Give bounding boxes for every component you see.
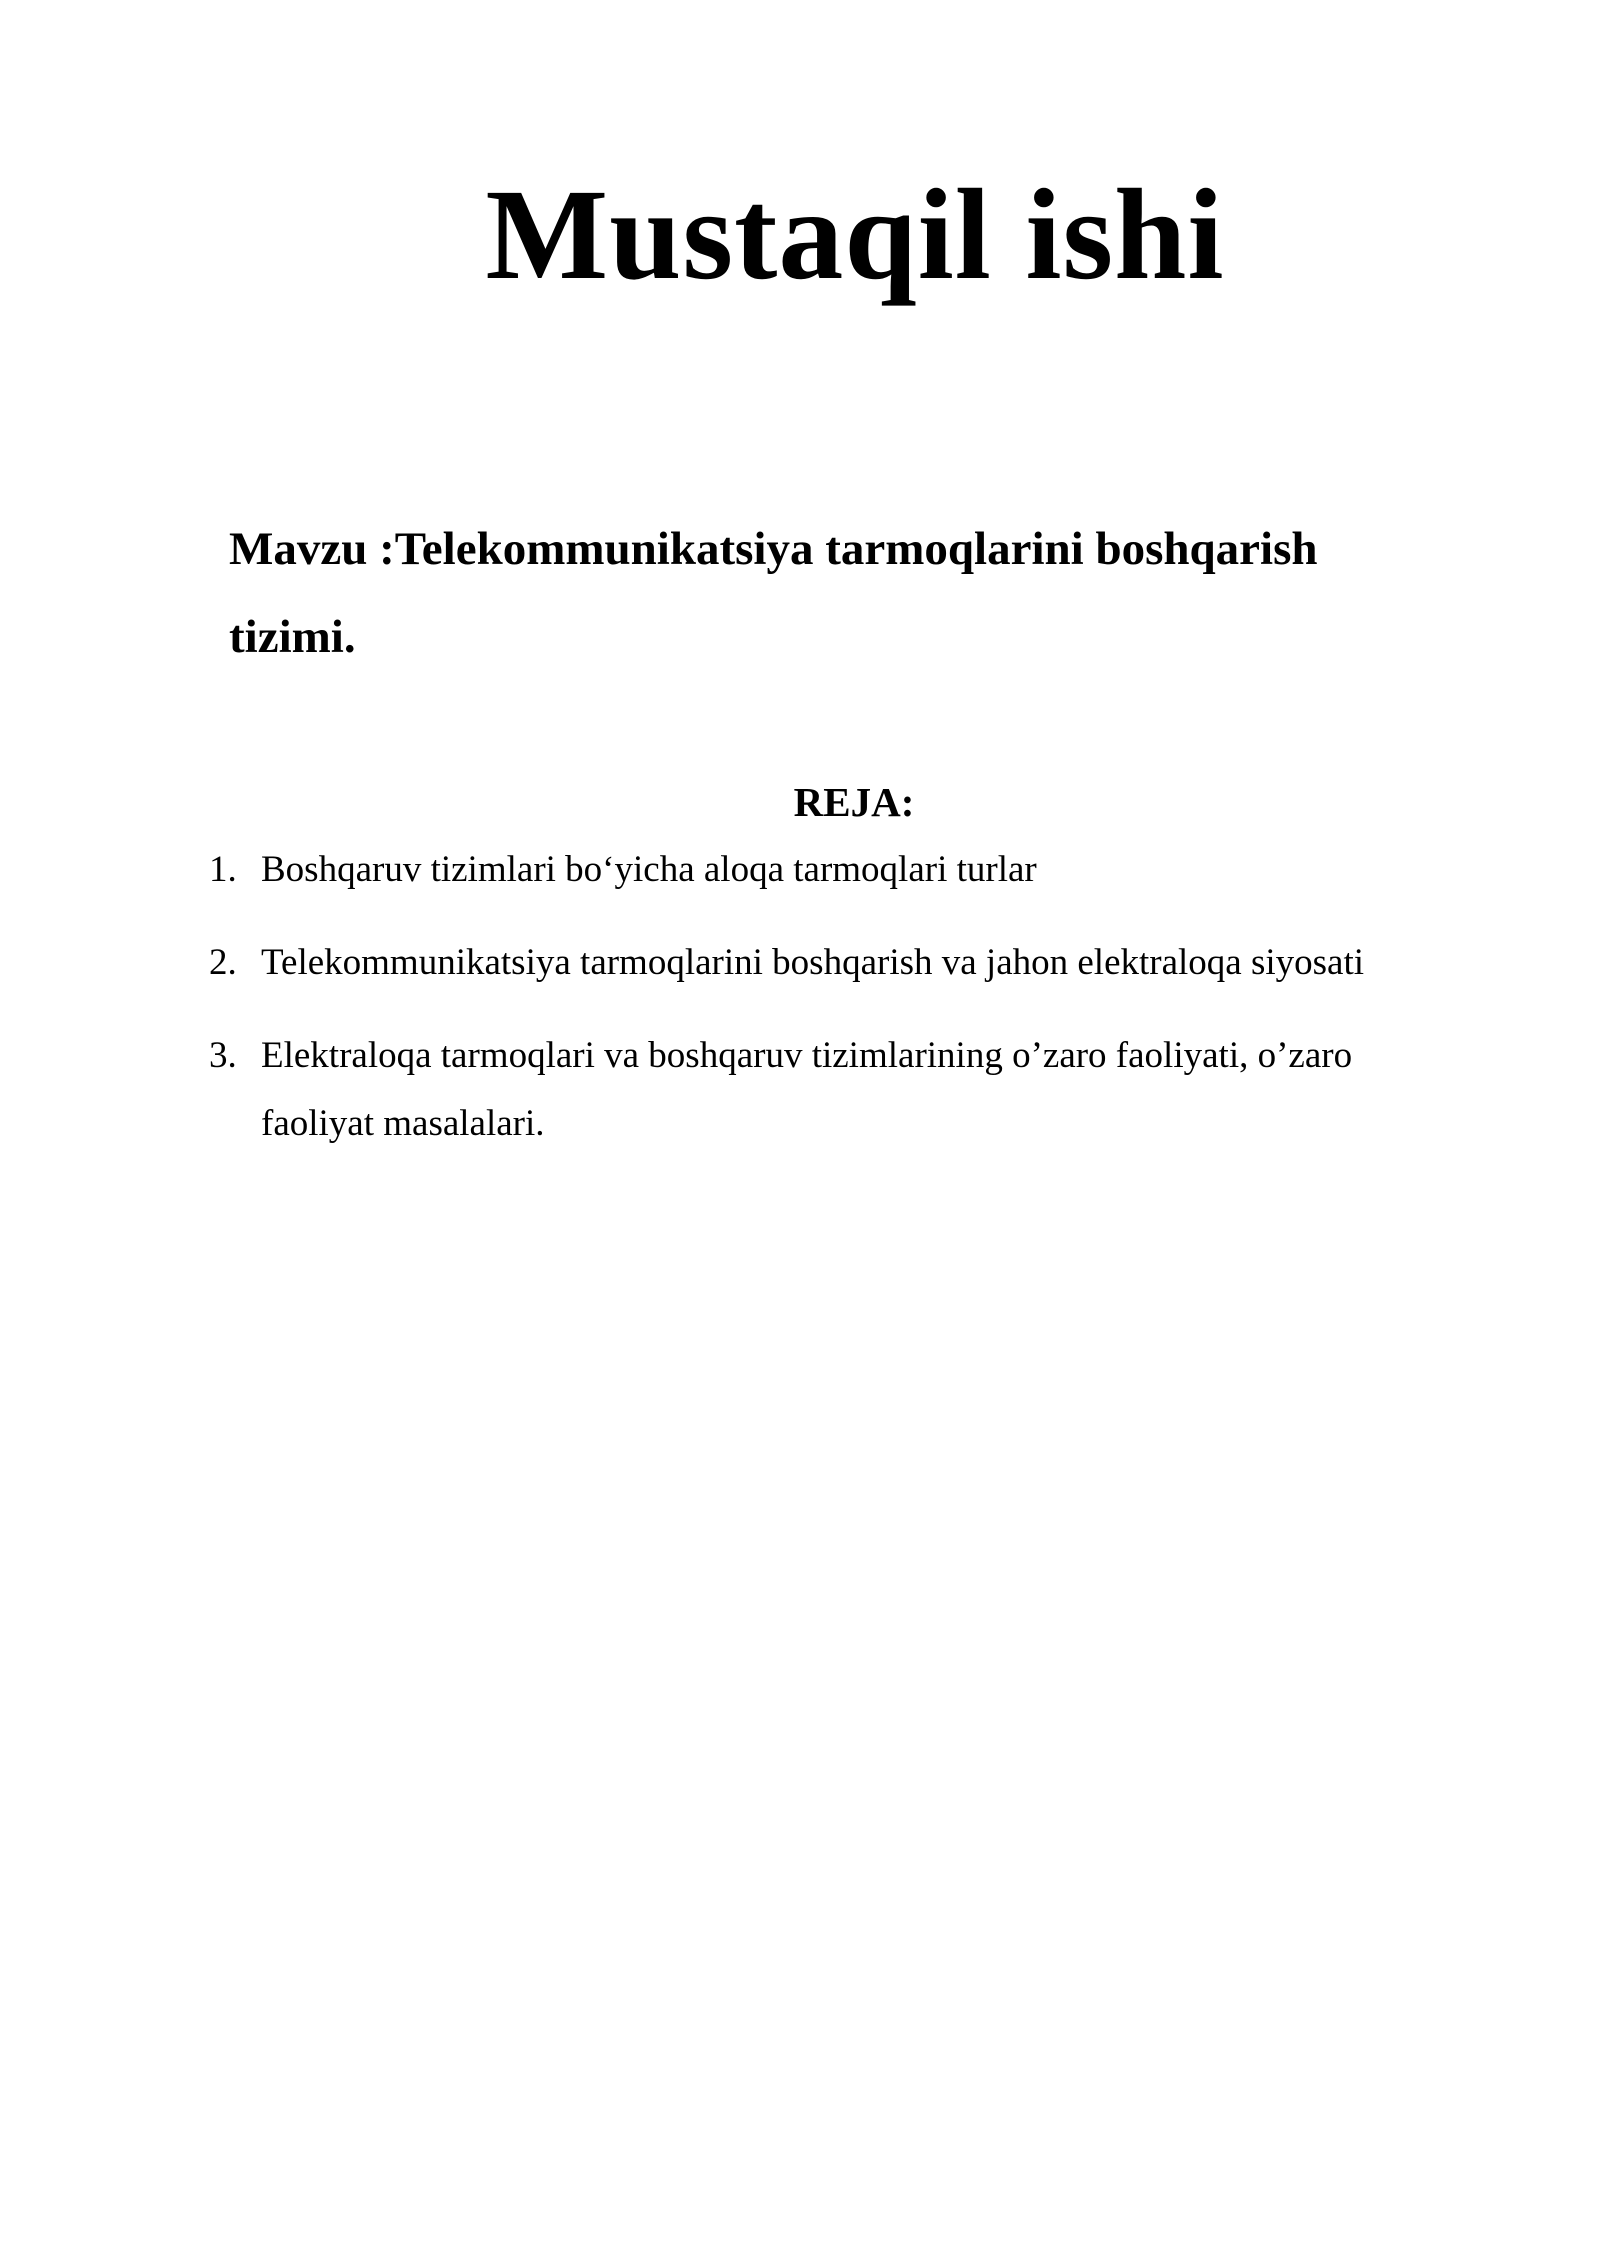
plan-item-number: 2. — [209, 942, 237, 983]
plan-item — [209, 836, 1409, 904]
plan-item — [209, 929, 1409, 997]
document-title: Mustaqil ishi — [485, 163, 1225, 307]
plan-item-number: 1. — [209, 849, 237, 890]
plan-item-text: Boshqaruv tizimlari bo‘yicha aloqa tarmoqlari turlar — [261, 849, 1037, 890]
plan-item — [209, 1022, 1409, 1158]
plan-item-text: Telekommunikatsiya tarmoqlarini boshqarish va jahon elektraloqa siyosati — [261, 942, 1365, 983]
plan-list — [209, 836, 1409, 1183]
plan-heading: REJA: — [793, 779, 915, 825]
plan-item-text: Elektraloqa tarmoqlari va boshqaruv tizimlarining o’zaro faoliyati, o’zaro faoliyat masalalari. — [261, 1035, 1353, 1144]
document-topic: Mavzu :Telekommunikatsiya tarmoqlarini boshqarish tizimi. — [229, 523, 1318, 663]
plan-item-number: 3. — [209, 1035, 237, 1076]
